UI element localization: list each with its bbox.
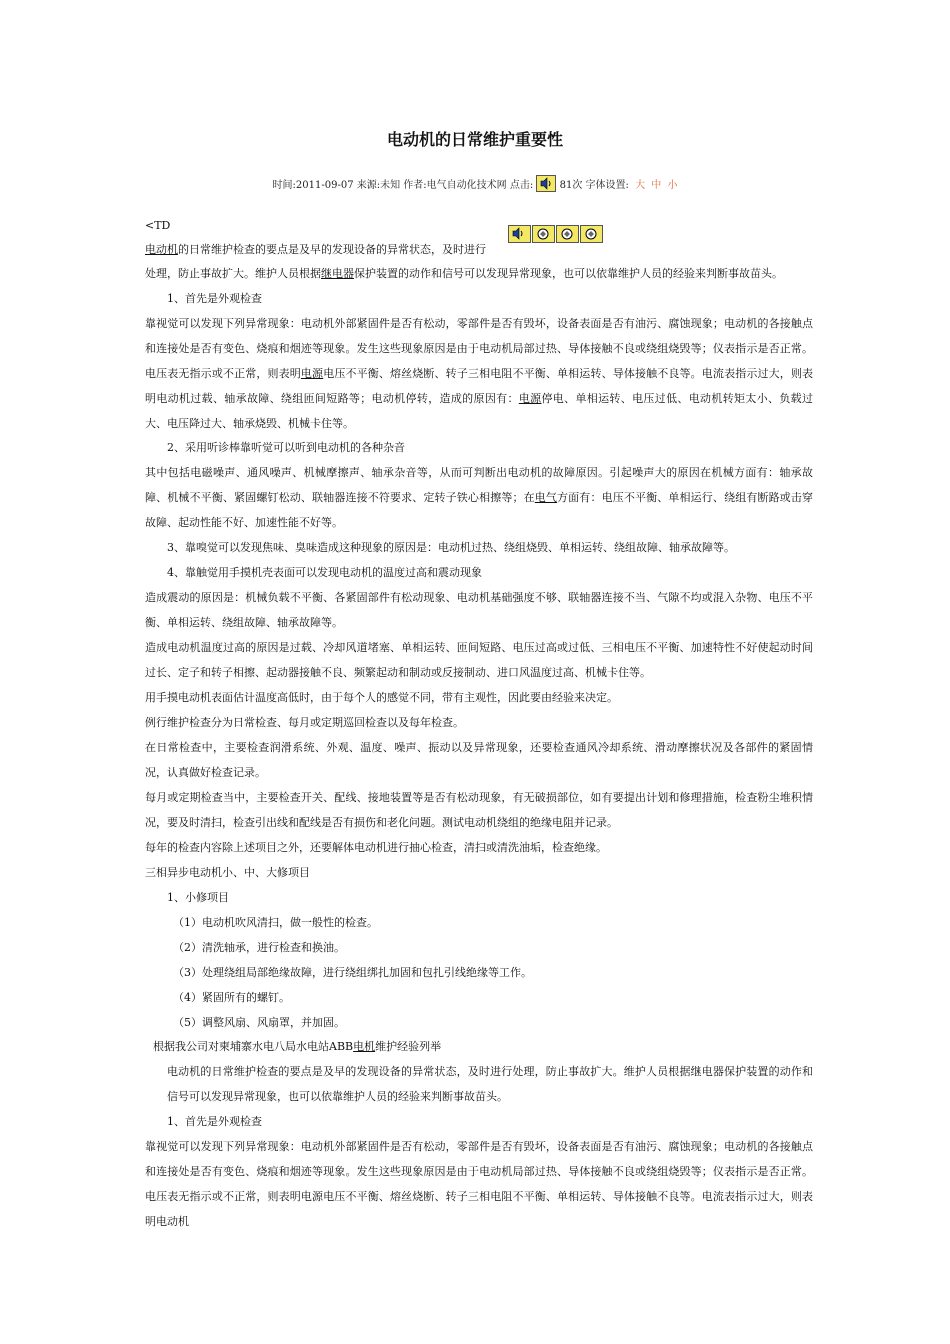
paragraph: 例行维护检查分为日常检查、每月或定期巡回检查以及每年检查。 (145, 716, 464, 729)
paragraph: 在日常检查中，主要检查润滑系统、外观、温度、噪声、振动以及异常现象，还要检查通风冷却系统、滑动摩擦状况及各部件的紧固情况，认真做好检查记录。 (145, 741, 813, 779)
section-heading: 3、靠嗅觉可以发现焦味、臭味造成这种现象的原因是：电动机过热、绕组烧毁、单相运转、绕组故障、轴承故障等。 (167, 541, 735, 554)
paragraph-text: 靠视觉可以发现下列异常现象：电动机外部紧固件是否有松动，零部件是否有毁坏，设备表面是否有油污、腐蚀现象；电动机的各接触点和连接处是否有变色、烧痕和烟迹等现象。发生这些现象原因是由于电动机局部过热、导体接触不良或绕组烧毁等；仪表指示是否正常。电压表无指示或不正常，则表明 (145, 317, 813, 380)
rating-icons (508, 224, 604, 243)
paragraph-text: 电压不平衡、熔丝烧断、转子三相电阻不平衡、单相运转、导体接触不良等。电流表指示过大，则表明电动机过载、轴承故障、绕组匝间短路等；电动机停转，造成的原因有： (145, 367, 814, 405)
view-count: 81次 字体设置: (559, 180, 629, 191)
font-size-medium-link[interactable]: 中 (651, 180, 662, 191)
page-title: 电动机的日常维护重要性 (386, 130, 563, 149)
paragraph-text: 根据我公司对柬埔寨水电八局水电站ABB (153, 1040, 354, 1053)
rating-icon[interactable] (556, 225, 579, 243)
td-tag-text: <TD (145, 219, 171, 232)
section-heading: 4、靠触觉用手摸机壳表面可以发现电动机的温度过高和震动现象 (167, 566, 482, 579)
relay-link[interactable]: 继电器 (321, 267, 354, 280)
motor-link[interactable]: 电机 (353, 1040, 376, 1053)
paragraph: 靠视觉可以发现下列异常现象：电动机外部紧固件是否有松动，零部件是否有毁坏，设备表面是否有油污、腐蚀现象；电动机的各接触点和连接处是否有变色、烧痕和烟迹等现象。发生这些现象原因是由于电动机局部过热、导体接触不良或绕组烧毁等；仪表指示是否正常。电压表无指示或不正常，则表明电源电压不平衡、熔丝烧断、转子三相电阻不平衡、单相运转、导体接触不良等。电流表指示过大，则表明电动机 (145, 1140, 813, 1228)
rating-icon[interactable] (532, 225, 555, 243)
paragraph (145, 261, 783, 286)
paragraph-text: 停电、单相运转、电压过低、电动机转矩太小、负载过大、电压降过大、轴承烧毁、机械卡住等。 (145, 392, 814, 430)
power-source-link[interactable]: 电源 (518, 392, 542, 405)
paragraph-text: 保护装置的动作和信号可以发现异常现象，也可以依靠维护人员的经验来判断事故苗头。 (354, 267, 783, 280)
article-meta (0, 175, 950, 192)
electrical-link[interactable]: 电气 (534, 491, 558, 504)
paragraph-text: 处理，防止事故扩大。维护人员根据 (145, 267, 321, 280)
section-heading: 1、小修项目 (167, 891, 229, 904)
section-heading: 2、采用听诊棒靠听觉可以听到电动机的各种杂音 (167, 441, 405, 454)
font-size-large-link[interactable]: 大 (635, 180, 646, 191)
paragraph: 造成电动机温度过高的原因是过载、冷却风道堵塞、单相运转、匝间短路、电压过高或过低、三相电压不平衡、加速特性不好使起动时间过长、定子和转子相擦、起动器接触不良、频繁起动和制动或反接制动、进口风温度过高、机械卡住等。 (145, 641, 813, 679)
paragraph: 造成震动的原因是：机械负载不平衡、各紧固部件有松动现象、电动机基础强度不够、联轴器连接不当、气隙不均或混入杂物、电压不平衡、单相运转、绕组故障、轴承故障等。 (145, 591, 813, 629)
list-item: （3）处理绕组局部绝缘故障，进行绕组绑扎加固和包扎引线绝缘等工作。 (173, 966, 532, 979)
list-item: （1）电动机吹风清扫，做一般性的检查。 (173, 916, 378, 929)
sound-icon[interactable] (508, 225, 531, 243)
paragraph-text: 的日常维护检查的要点是及早的发现设备的异常状态，及时进行 (178, 243, 486, 256)
sound-icon[interactable] (536, 175, 556, 192)
paragraph-text: 其中包括电磁噪声、通风噪声、机械摩擦声、轴承杂音等，从而可判断出电动机的故障原因。引起噪声大的原因在机械方面有：轴承故障、机械不平衡、紧固螺钉松动、联轴器连接不符要求、定转子铁心相擦等；在 (145, 466, 813, 504)
meta-time-source-author: 时间:2011-09-07 来源:未知 作者:电气自动化技术网 点击: (272, 180, 534, 191)
power-source-link[interactable]: 电源 (300, 367, 324, 380)
rating-icon[interactable] (580, 225, 603, 243)
paragraph-text: 方面有：电压不平衡、单相运行、绕组有断路或击穿故障、起动性能不好、加速性能不好等。 (145, 491, 814, 529)
paragraph (145, 460, 813, 535)
list-item: （2）清洗轴承，进行检查和换油。 (173, 941, 345, 954)
paragraph (153, 1034, 441, 1059)
paragraph-text: 维护经验列举 (375, 1040, 442, 1053)
paragraph (145, 237, 486, 262)
paragraph: 每月或定期检查当中，主要检查开关、配线、接地装置等是否有松动现象，有无破损部位，如有要提出计划和修理措施，检查粉尘堆积情况，要及时清扫，检查引出线和配线是否有损伤和老化问题。测试电动机绕组的绝缘电阻并记录。 (145, 791, 813, 829)
list-item: （5）调整风扇、风扇罩，并加固。 (173, 1016, 345, 1029)
paragraph: 电动机的日常维护检查的要点是及早的发现设备的异常状态，及时进行处理，防止事故扩大。维护人员根据继电器保护装置的动作和信号可以发现异常现象，也可以依靠维护人员的经验来判断事故苗头。 (167, 1065, 813, 1103)
paragraph: 每年的检查内容除上述项目之外，还要解体电动机进行抽心检查，清扫或清洗油垢，检查绝缘。 (145, 841, 607, 854)
motor-link[interactable]: 电动机 (145, 243, 178, 256)
paragraph: 三相异步电动机小、中、大修项目 (145, 866, 310, 879)
paragraph (145, 311, 813, 436)
list-item: （4）紧固所有的螺钉。 (173, 991, 290, 1004)
section-heading: 1、首先是外观检查 (167, 1115, 262, 1128)
paragraph: 用手摸电动机表面估计温度高低时，由于每个人的感觉不同，带有主观性，因此要由经验来决定。 (145, 691, 618, 704)
section-heading: 1、首先是外观检查 (167, 292, 262, 305)
font-size-small-link[interactable]: 小 (667, 180, 678, 191)
